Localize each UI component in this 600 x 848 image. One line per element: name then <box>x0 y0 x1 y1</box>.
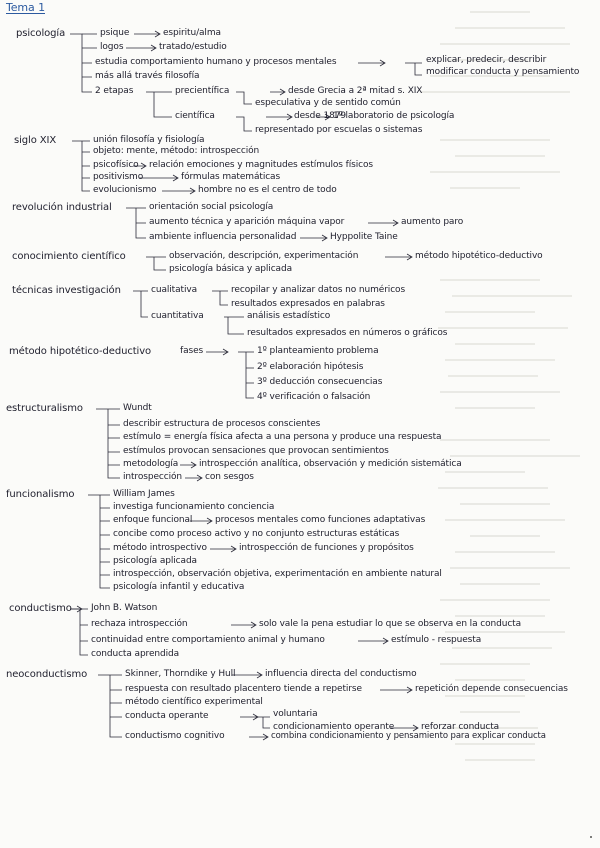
metodologia-text: metodología <box>123 459 179 469</box>
psicologia-heading: psicología <box>16 28 66 39</box>
conocimiento-heading: conocimiento científico <box>12 251 126 262</box>
observacion-text: introspección, observación objetiva, experimentación en ambiente natural <box>113 569 442 579</box>
fase-1-text: 1º planteamiento problema <box>257 346 379 356</box>
voluntaria-text: voluntaria <box>273 709 318 719</box>
influencia-text: influencia directa del conductismo <box>265 669 417 679</box>
desde-grecia-text: desde Grecia a 2ª mitad s. XIX <box>288 86 423 96</box>
introspeccion-funciones-text: introspección de funciones y propósitos <box>239 543 414 553</box>
ambiente-text: ambiente influencia personalidad <box>149 232 297 242</box>
james-text: William James <box>113 489 175 499</box>
analisis-text: análisis estadístico <box>247 311 331 321</box>
psicofisico-text: psicofísico <box>93 160 139 170</box>
fase-4-text: 4º verificación o falsación <box>257 392 371 402</box>
objeto-text: objeto: mente, método: introspección <box>93 146 260 156</box>
tecnicas-heading: técnicas investigación <box>12 285 121 296</box>
operante-text: conducta operante <box>125 711 209 721</box>
condicionamiento-operante-text: condicionamiento operante <box>273 722 395 732</box>
representado-text: representado por escuelas o sistemas <box>255 125 423 135</box>
precientifica-text: precientífica <box>175 86 230 96</box>
repeticion-text: repetición depende consecuencias <box>415 684 568 694</box>
fase-2-text: 2º elaboración hipótesis <box>257 362 364 372</box>
continuidad-text: continuidad entre comportamiento animal y humano <box>91 635 325 645</box>
introspeccion-text: introspección <box>123 472 182 482</box>
investiga-text: investiga funcionamiento conciencia <box>113 502 275 512</box>
desde-1879-text: desde 1879 <box>294 111 346 121</box>
cualitativa-text: cualitativa <box>151 285 197 295</box>
conductismo-heading: conductismo <box>9 603 72 614</box>
estructuralismo-heading: estructuralismo <box>6 403 83 414</box>
describir-text: describir estructura de procesos conscientes <box>123 419 321 429</box>
orientacion-text: orientación social psicología <box>149 202 274 212</box>
aumento-text: aumento técnica y aparición máquina vapor <box>149 217 345 227</box>
espiritu-text: espiritu/alma <box>163 28 221 38</box>
watson-text: John B. Watson <box>91 603 158 613</box>
formulas-text: fórmulas matemáticas <box>181 172 281 182</box>
combina-text: combina condicionamiento y pensamiento para explicar conducta <box>271 731 546 741</box>
cientifica-text: científica <box>175 111 215 121</box>
recopilar-text: recopilar y analizar datos no numéricos <box>231 285 406 295</box>
psique-text: psique <box>100 28 130 38</box>
evolucionismo-text: evolucionismo <box>93 185 157 195</box>
respuesta-text: respuesta con resultado placentero tiende a repetirse <box>125 684 362 694</box>
skinner-text: Skinner, Thorndike y Hull <box>125 669 236 679</box>
estimulo-respuesta-text: estímulo - respuesta <box>391 635 482 645</box>
positivismo-text: positivismo <box>93 172 144 182</box>
sesgos-text: con sesgos <box>205 472 254 482</box>
cognitivo-text: conductismo cognitivo <box>125 731 225 741</box>
laboratorio-text: 1º laboratorio de psicología <box>333 111 455 121</box>
metodo-hd-heading: método hipotético-deductivo <box>9 346 152 357</box>
metodo-text: método hipotético-deductivo <box>415 251 543 261</box>
ink-dot <box>590 836 592 838</box>
aumento-paro-text: aumento paro <box>401 217 464 227</box>
fase-3-text: 3º deducción consecuencias <box>257 377 383 387</box>
revolucion-heading: revolución industrial <box>12 202 112 213</box>
aplicada-text: psicología aplicada <box>113 556 197 566</box>
estimulo-text: estímulo = energía física afecta a una persona y produce una respuesta <box>123 432 442 442</box>
hombre-text: hombre no es el centro de todo <box>198 185 337 195</box>
union-text: unión filosofía y fisiología <box>93 135 205 145</box>
aprendida-text: conducta aprendida <box>91 649 180 659</box>
enfoque-text: enfoque funcional <box>113 515 193 525</box>
estudia-text: estudia comportamiento humano y procesos mentales <box>95 57 337 67</box>
metodo-cientifico-text: método científico experimental <box>125 697 263 707</box>
taine-text: Hyppolite Taine <box>330 232 398 242</box>
cuantitativa-text: cuantitativa <box>151 311 204 321</box>
funcionalismo-heading: funcionalismo <box>6 489 75 500</box>
fases-text: fases <box>180 346 204 356</box>
relacion-text: relación emociones y magnitudes estímulos físicos <box>149 160 373 170</box>
explicar-text: explicar, predecir, describir <box>426 55 547 65</box>
concibe-text: concibe como proceso activo y no conjunto estructuras estáticas <box>113 529 400 539</box>
logos-text: logos <box>100 42 124 52</box>
modificar-text: modificar conducta y pensamiento <box>426 67 580 77</box>
metodo-introspectivo-text: método introspectivo <box>113 543 207 553</box>
tratado-text: tratado/estudio <box>159 42 227 52</box>
neoconductismo-heading: neoconductismo <box>6 669 88 680</box>
observacion-text: observación, descripción, experimentación <box>169 251 359 261</box>
resultados2-text: resultados expresados en números o gráficos <box>247 328 448 338</box>
estimulos-text: estímulos provocan sensaciones que provocan sentimientos <box>123 446 389 456</box>
infantil-text: psicología infantil y educativa <box>113 582 245 592</box>
especulativa-text: especulativa y de sentido común <box>255 98 401 108</box>
mas-alla-text: más allá través filosofía <box>95 71 200 81</box>
basica-text: psicología básica y aplicada <box>169 264 293 274</box>
siglo-heading: siglo XIX <box>14 135 57 146</box>
solo-text: solo vale la pena estudiar lo que se observa en la conducta <box>259 619 522 629</box>
rechaza-text: rechaza introspección <box>91 619 188 629</box>
reforzar-text: reforzar conducta <box>421 722 500 732</box>
resultados1-text: resultados expresados en palabras <box>231 299 385 309</box>
procesos-text: procesos mentales como funciones adaptativas <box>215 515 426 525</box>
page-title: Tema 1 <box>6 1 45 14</box>
wundt-text: Wundt <box>123 403 152 413</box>
etapas-text: 2 etapas <box>95 86 134 96</box>
introspeccion-analitica-text: introspección analítica, observación y medición sistemática <box>199 459 462 469</box>
